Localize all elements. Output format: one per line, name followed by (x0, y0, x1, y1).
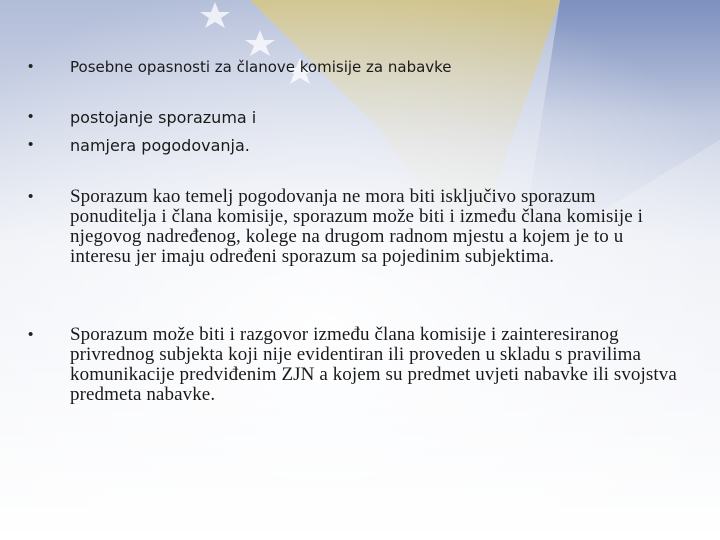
paragraph-item (28, 325, 698, 405)
paragraph-text: Sporazum može biti i razgovor između člana komisije i zainteresiranog privrednog subjekta koji nije evidentiran ili proveden u skladu s pravilima komunikacije predviđenim ZJN a kojem su predmet uvjeti nabavke ili svojstva predmeta nabavke. (70, 324, 677, 405)
paragraph-text: Sporazum kao temelj pogodovanja ne mora biti isključivo sporazum ponuditelja i člana komisije, sporazum može biti i između člana komisije i njegovog nadređenog, kolege na drugom radnom mjestu a kojem je to u interesu jer imaju određeni sporazum sa pojedinim subjektima. (70, 186, 644, 267)
bullet: • (28, 58, 34, 75)
list-item (28, 135, 698, 156)
heading-item (28, 57, 698, 77)
list-item (28, 107, 698, 128)
bullet: • (28, 136, 34, 153)
bullet: • (28, 326, 34, 343)
list-item-text: namjera pogodovanja. (70, 136, 250, 155)
bullet: • (28, 188, 34, 205)
bullet: • (28, 108, 34, 125)
list-item-text: postojanje sporazuma i (70, 108, 257, 127)
paragraph-item (28, 187, 668, 267)
heading-text: Posebne opasnosti za članove komisije za nabavke (70, 58, 452, 76)
